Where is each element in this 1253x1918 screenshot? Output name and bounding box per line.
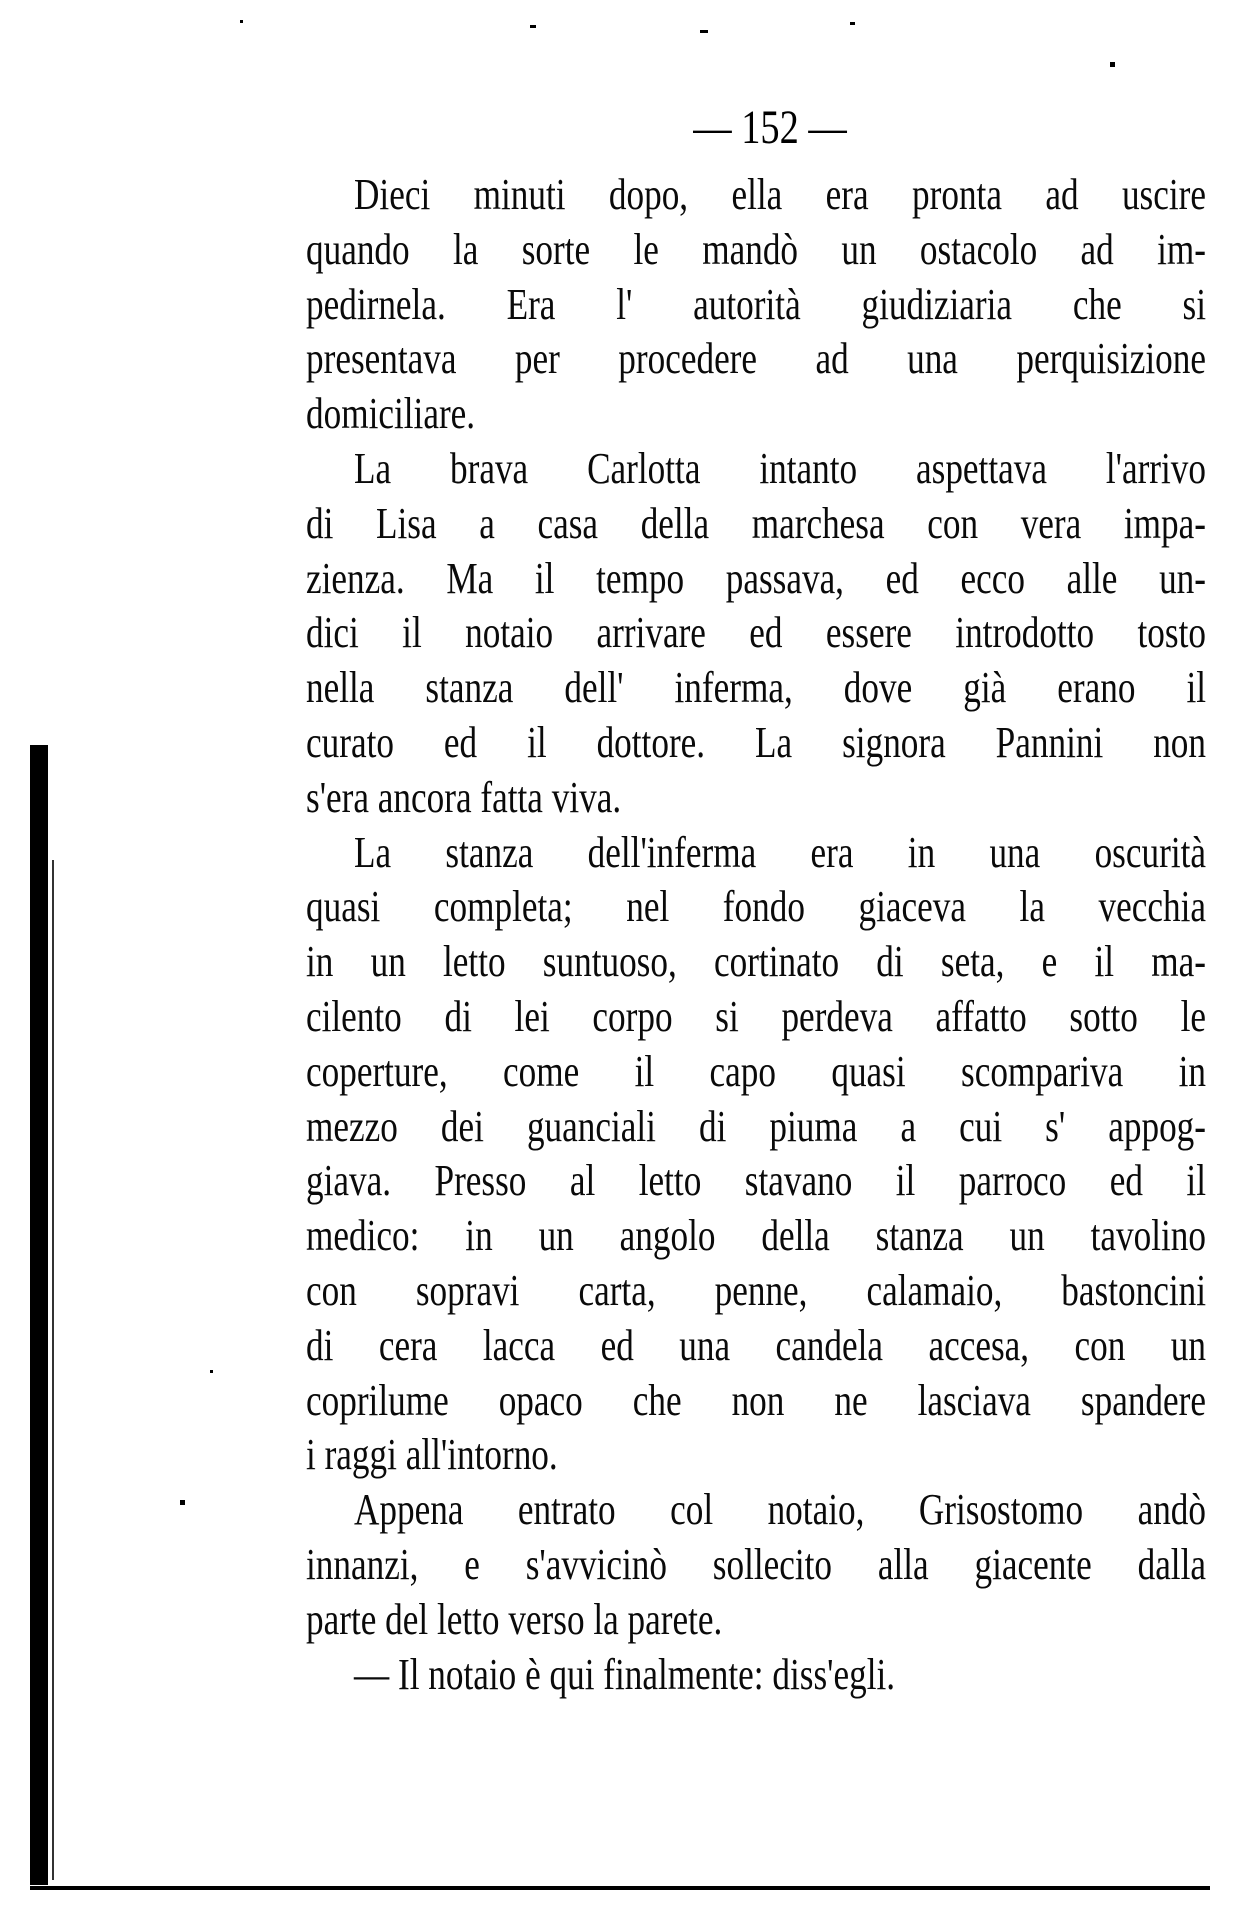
text-line: curato ed il dottore. La signora Pannini non bbox=[306, 717, 1206, 767]
text-line: di Lisa a casa della marchesa con vera impa- bbox=[306, 498, 1206, 548]
text-line: s'era ancora fatta viva. bbox=[306, 772, 622, 822]
page-bottom-edge bbox=[30, 1886, 1210, 1890]
page-number-text: — 152 — bbox=[692, 101, 847, 154]
text-line: mezzo dei guanciali di piuma a cui s' appog- bbox=[306, 1101, 1206, 1151]
text-line: nella stanza dell' inferma, dove già erano il bbox=[306, 663, 1206, 713]
text-line: pedirnela. Era l' autorità giudiziaria che si bbox=[306, 279, 1206, 329]
scan-speck bbox=[850, 22, 855, 25]
text-line: con sopravi carta, penne, calamaio, bastoncini bbox=[306, 1265, 1206, 1315]
text-line: in un letto suntuoso, cortinato di seta, e il ma- bbox=[306, 937, 1206, 987]
text-line: La brava Carlotta intanto aspettava l'arrivo bbox=[354, 443, 1206, 493]
text-line: presentava per procedere ad una perquisizione bbox=[306, 334, 1206, 384]
text-line: di cera lacca ed una candela accesa, con un bbox=[306, 1320, 1206, 1370]
scan-speck bbox=[240, 20, 243, 23]
text-line: coprilume opaco che non ne lasciava spandere bbox=[306, 1375, 1206, 1425]
scan-speck bbox=[530, 25, 536, 28]
text-line: i raggi all'intorno. bbox=[306, 1430, 558, 1480]
text-line: La stanza dell'inferma era in una oscurità bbox=[354, 827, 1206, 877]
text-line: quando la sorte le mandò un ostacolo ad im- bbox=[306, 224, 1206, 274]
binding-edge-line bbox=[52, 860, 54, 1880]
scan-speck bbox=[700, 30, 708, 33]
page-number bbox=[0, 100, 1253, 155]
text-line: medico: in un angolo della stanza un tavolino bbox=[306, 1211, 1206, 1261]
text-line: coperture, come il capo quasi scompariva in bbox=[306, 1046, 1206, 1096]
text-line: dici il notaio arrivare ed essere introdotto tosto bbox=[306, 608, 1206, 658]
scan-speck bbox=[210, 1370, 213, 1373]
text-line: innanzi, e s'avvicinò sollecito alla giacente dalla bbox=[306, 1539, 1206, 1589]
body-text bbox=[306, 168, 1206, 1702]
binding-edge-shadow bbox=[30, 745, 48, 1885]
text-line: — Il notaio è qui finalmente: diss'egli. bbox=[354, 1649, 896, 1699]
text-line: quasi completa; nel fondo giaceva la vecchia bbox=[306, 882, 1206, 932]
text-line: domiciliare. bbox=[306, 389, 476, 439]
text-line: cilento di lei corpo si perdeva affatto sotto le bbox=[306, 991, 1206, 1041]
text-line: parte del letto verso la parete. bbox=[306, 1594, 723, 1644]
text-line: zienza. Ma il tempo passava, ed ecco alle un- bbox=[306, 553, 1206, 603]
text-line: Appena entrato col notaio, Grisostomo andò bbox=[354, 1485, 1206, 1535]
text-line: giava. Presso al letto stavano il parroco ed il bbox=[306, 1156, 1206, 1206]
text-line: Dieci minuti dopo, ella era pronta ad uscire bbox=[354, 170, 1206, 219]
scan-speck bbox=[180, 1500, 185, 1505]
scan-speck bbox=[1110, 62, 1115, 67]
